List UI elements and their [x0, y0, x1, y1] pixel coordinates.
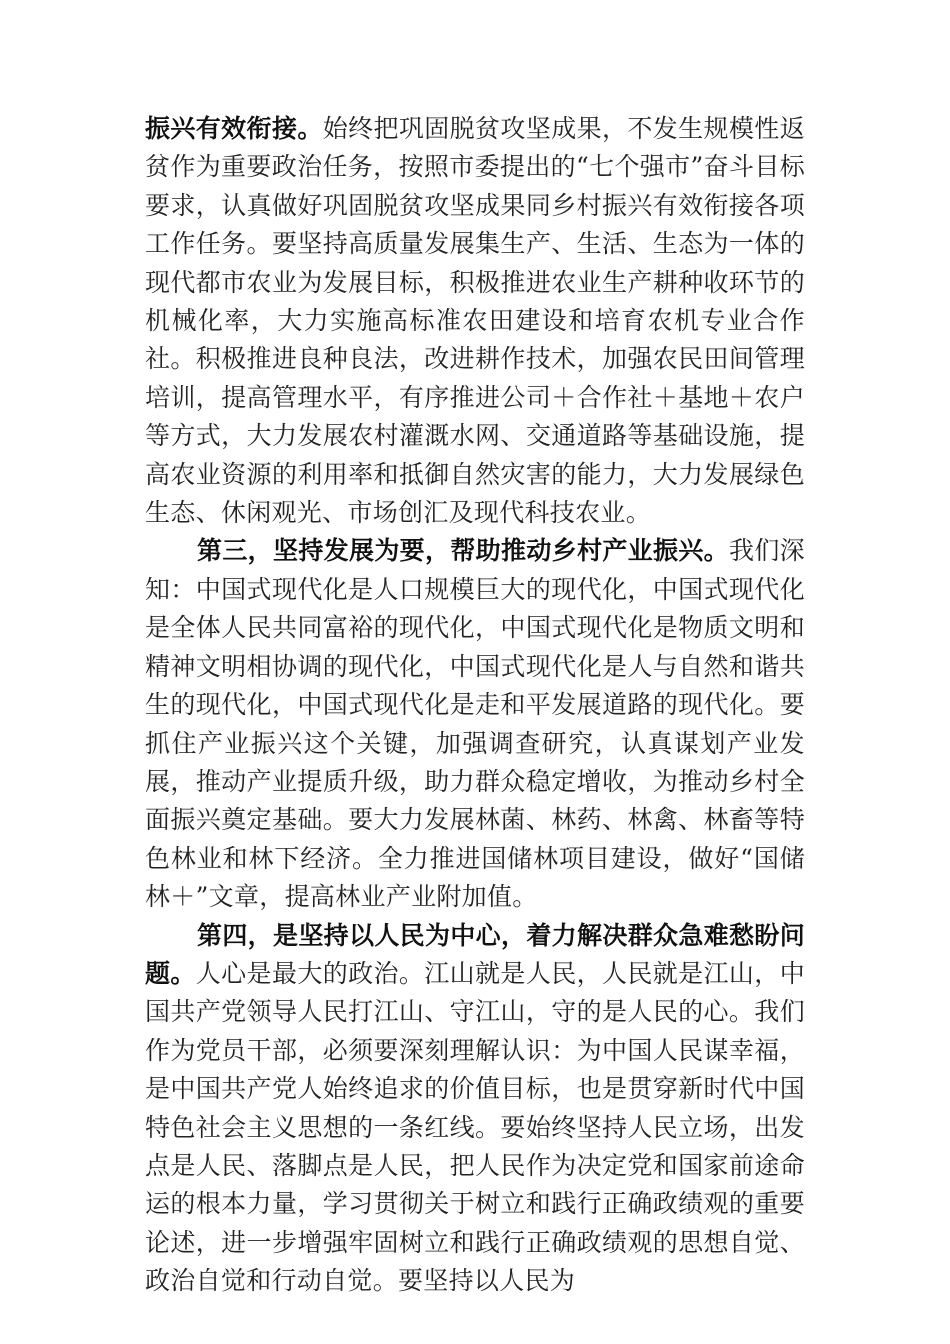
paragraph-text: 人心是最大的政治。江山就是人民，人民就是江山，中国共产党领导人民打江山、守江山，守的是人民的心。我们作为党员干部，必须要深刻理解认识：为中国人民谋幸福，是中国共产党人始终追求的价值目标，也是贯穿新时代中国特色社会主义思想的一条红线。要始终坚持人民立场，出发点是人民、落脚点是人民，把人民作为决定党和国家前途命运的根本力量，学习贯彻关于树立和践行正确政绩观的重要论述，进一步增强牢固树立和践行正确政绩观的思想自觉、政治自觉和行动自觉。要坚持以人民为: [145, 958, 805, 1296]
paragraph-lead-bold: 振兴有效衔接。: [145, 114, 323, 143]
paragraph-text: 始终把巩固脱贫攻坚成果，不发生规模性返贫作为重要政治任务，按照市委提出的“七个强市”奋斗目标要求，认真做好巩固脱贫攻坚成果同乡村振兴有效衔接各项工作任务。要坚持高质量发展集生产、生活、生态为一体的现代都市农业为发展目标，积极推进农业生产耕种收环节的机械化率，大力实施高标准农田建设和培育农机专业合作社。积极推进良种良法，改进耕作技术，加强农民田间管理培训，提高管理水平，有序推进公司＋合作社＋基地＋农户等方式，大力发展农村灌溉水网、交通道路等基础设施，提高农业资源的利用率和抵御自然灾害的能力，大力发展绿色生态、休闲观光、市场创汇及现代科技农业。: [145, 114, 805, 528]
paragraph-lead-bold: 第四，是坚持以人民为中心，着力解决群众急难愁盼问题。: [145, 920, 805, 988]
paragraph-fourth: [145, 917, 805, 1301]
paragraph-third: [145, 532, 805, 916]
paragraph-text: 我们深知：中国式现代化是人口规模巨大的现代化，中国式现代化是全体人民共同富裕的现代化，中国式现代化是物质文明和精神文明相协调的现代化，中国式现代化是人与自然和谐共生的现代化，中国式现代化是走和平发展道路的现代化。要抓住产业振兴这个关键，加强调查研究，认真谋划产业发展，推动产业提质升级，助力群众稳定增收，为推动乡村全面振兴奠定基础。要大力发展林菌、林药、林禽、林畜等特色林业和林下经济。全力推进国储林项目建设，做好“国储林＋”文章，提高林业产业附加值。: [145, 536, 805, 912]
paragraph-continued: [145, 110, 805, 532]
document-body: [145, 110, 805, 1301]
paragraph-lead-bold: 第三，坚持发展为要，帮助推动乡村产业振兴。: [197, 536, 730, 566]
